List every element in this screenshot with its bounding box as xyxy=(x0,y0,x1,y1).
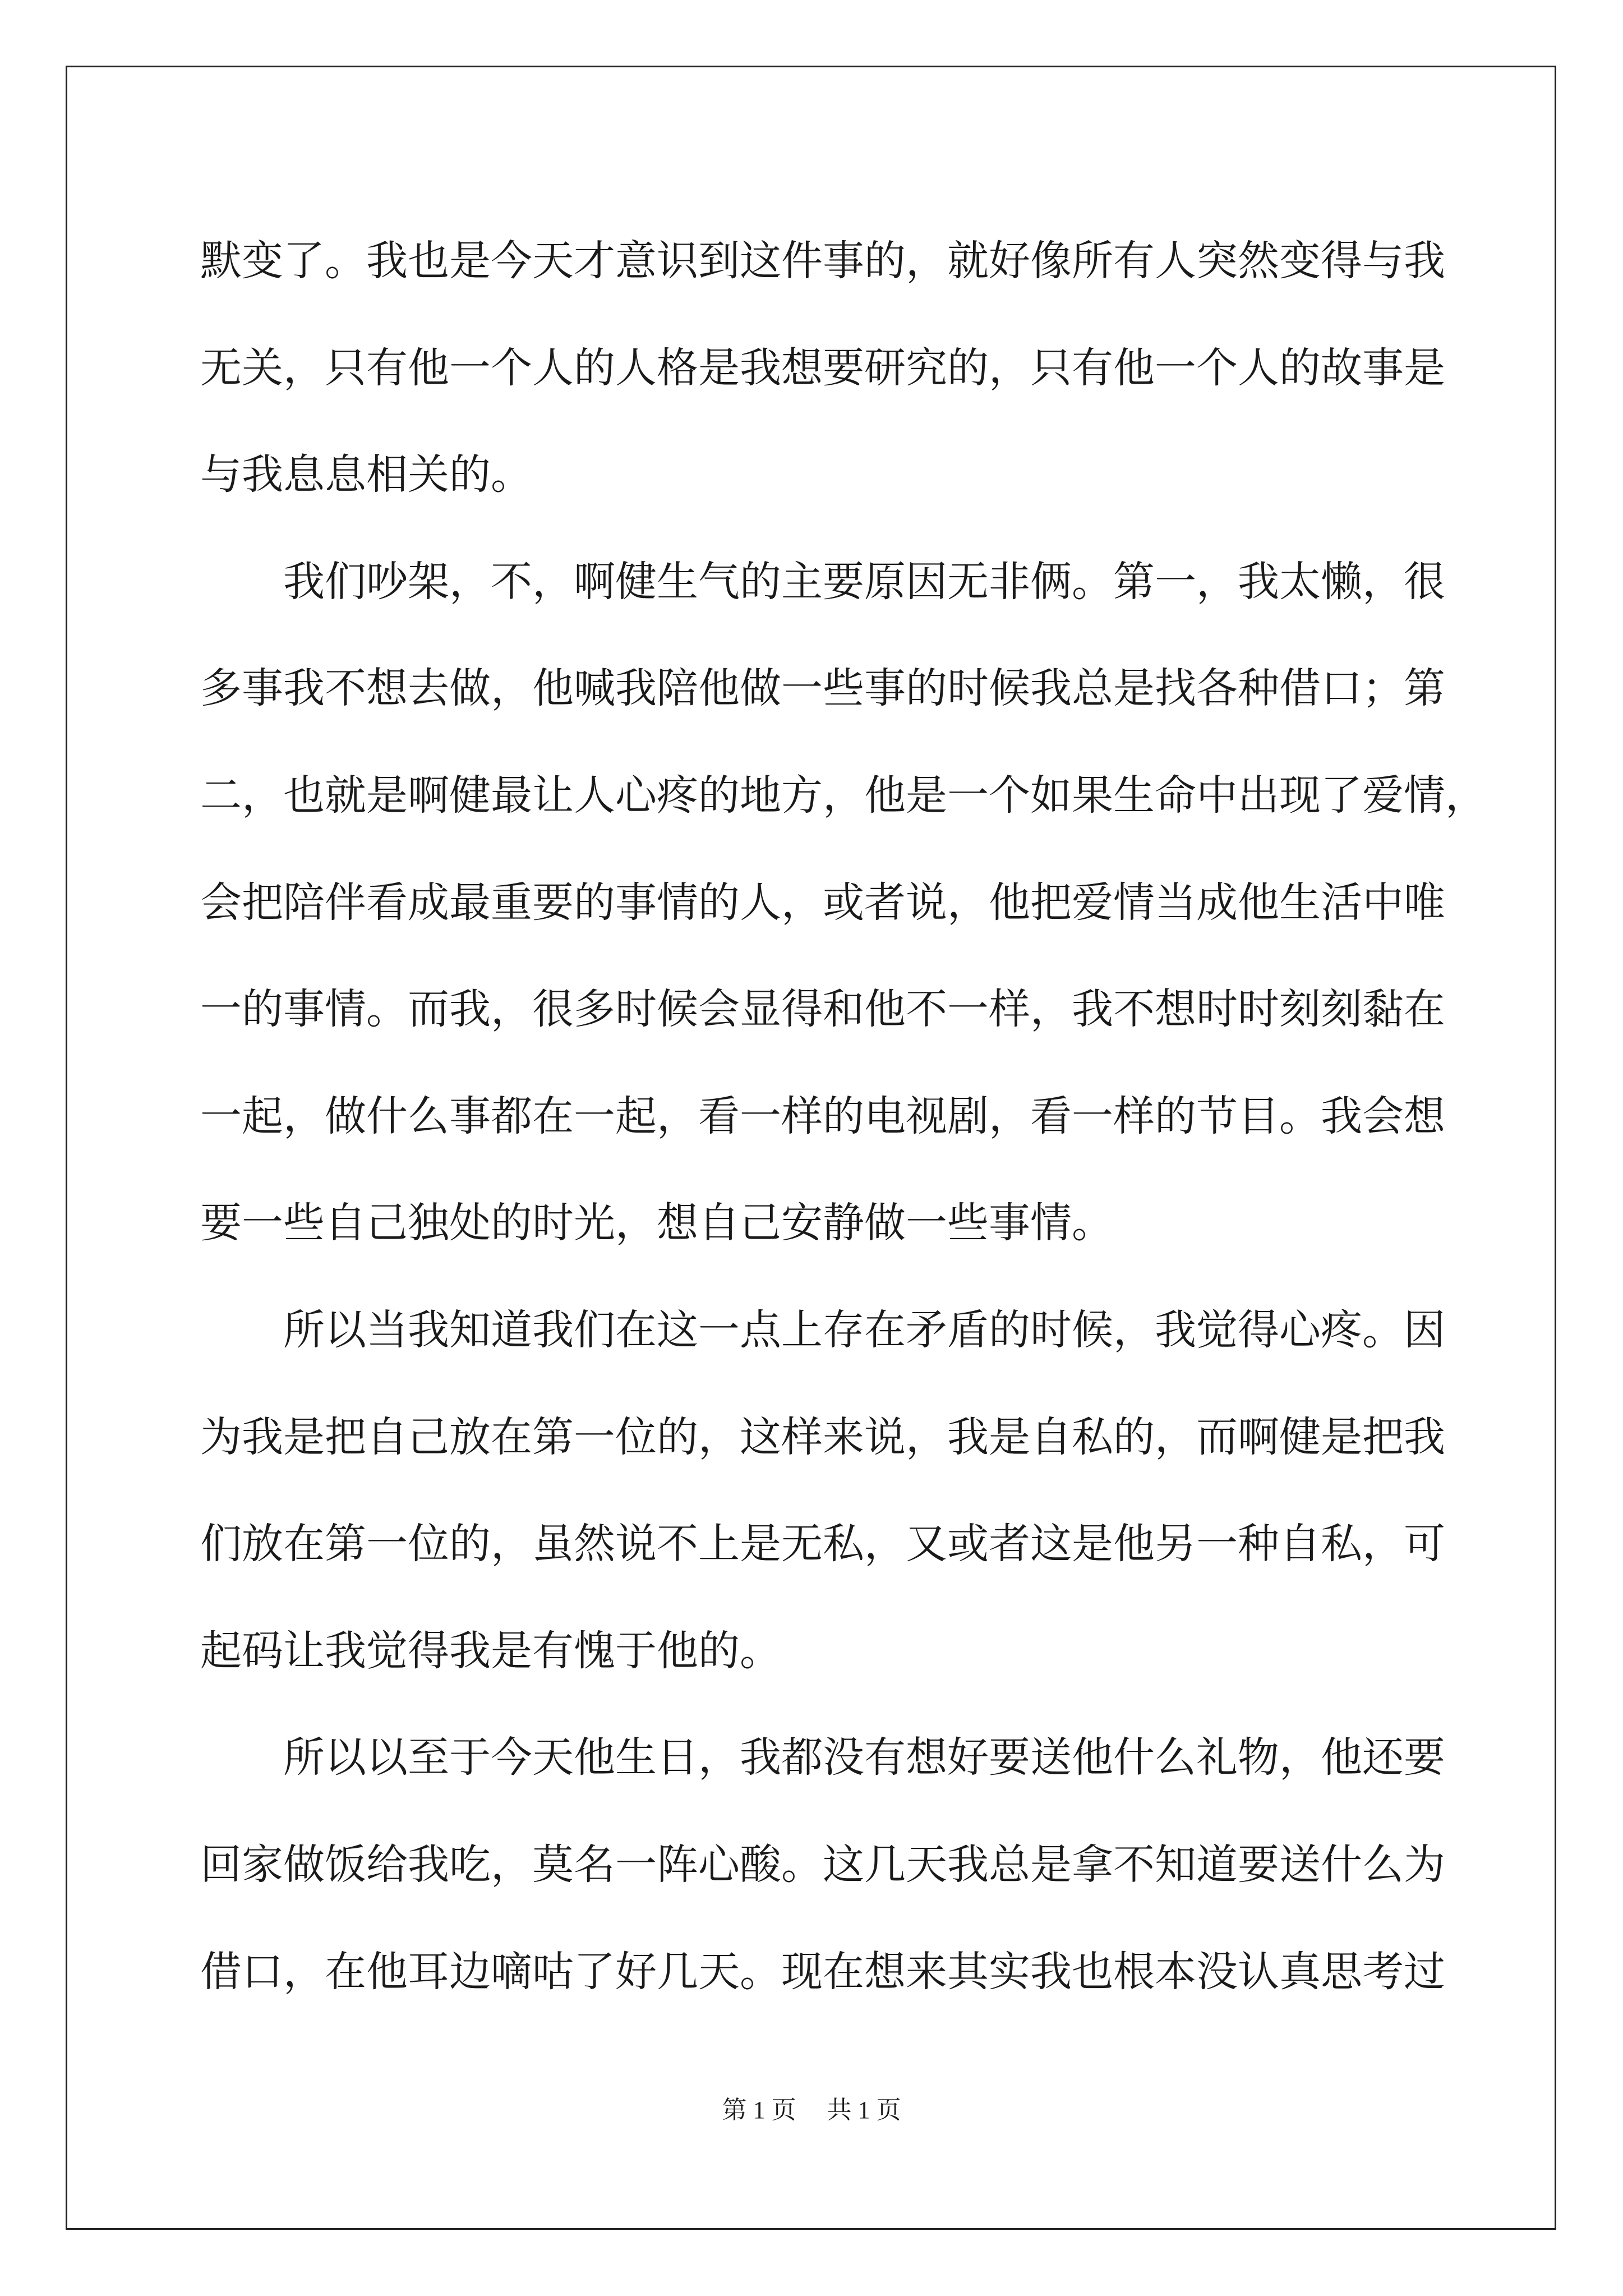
text-line: 起码让我觉得我是有愧于他的。 xyxy=(200,1626,781,1675)
text-line: 默变了。我也是今天才意识到这件事的，就好像所有人突然变得与我 xyxy=(200,237,1445,285)
text-line: 一起，做什么事都在一起，看一样的电视剧，看一样的节目。我会想 xyxy=(200,1092,1445,1140)
text-line: 为我是把自己放在第一位的，这样来说，我是自私的，而啊健是把我 xyxy=(200,1412,1445,1461)
text-line: 所以以至于今天他生日，我都没有想好要送他什么礼物，他还要 xyxy=(200,1733,1445,1782)
page-number-footer: 第 1 页 共 1 页 xyxy=(722,2096,901,2124)
text-line: 所以当我知道我们在这一点上存在矛盾的时候，我觉得心疼。因 xyxy=(200,1305,1445,1354)
text-line: 要一些自己独处的时光，想自己安静做一些事情。 xyxy=(200,1199,1113,1248)
document-body xyxy=(200,208,1487,2025)
text-line: 们放在第一位的，虽然说不上是无私，又或者这是他另一种自私，可 xyxy=(200,1520,1445,1568)
text-line: 无关，只有他一个人的人格是我想要研究的，只有他一个人的故事是 xyxy=(200,343,1445,392)
text-line: 一的事情。而我，很多时候会显得和他不一样，我不想时时刻刻黏在 xyxy=(200,985,1445,1034)
text-line: 借口，在他耳边嘀咕了好几天。现在想来其实我也根本没认真思考过 xyxy=(200,1947,1445,1996)
text-line: 多事我不想去做，他喊我陪他做一些事的时候我总是找各种借口；第 xyxy=(200,664,1445,713)
text-line: 会把陪伴看成最重要的事情的人，或者说，他把爱情当成他生活中唯 xyxy=(200,878,1445,927)
text-line: 回家做饭给我吃，莫名一阵心酸。这几天我总是拿不知道要送什么为 xyxy=(200,1840,1445,1889)
text-line: 与我息息相关的。 xyxy=(200,450,532,499)
text-line: 二，也就是啊健最让人心疼的地方，他是一个如果生命中出现了爱情， xyxy=(200,771,1487,820)
text-line: 我们吵架，不，啊健生气的主要原因无非俩。第一，我太懒，很 xyxy=(200,557,1445,606)
